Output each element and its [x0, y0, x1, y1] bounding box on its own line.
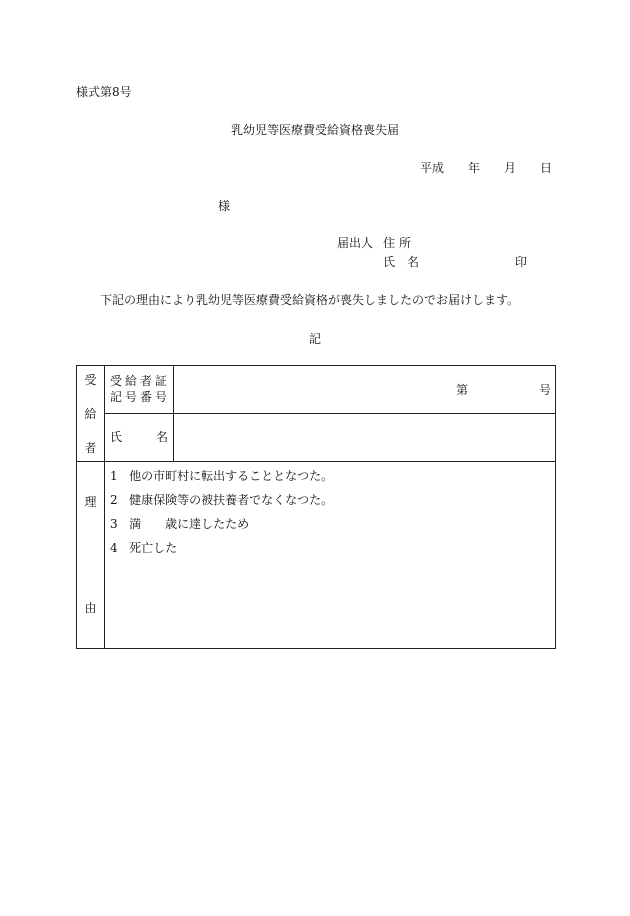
cert-label-line1: 受給者証 — [110, 374, 171, 388]
date-day-unit: 日 — [540, 161, 553, 175]
cert-dai: 第 — [456, 383, 469, 397]
table-divider — [77, 461, 556, 462]
cert-label-line2: 記号番号 — [110, 390, 171, 404]
cert-go: 号 — [539, 383, 552, 397]
table-divider — [104, 366, 105, 649]
table-divider — [104, 413, 556, 414]
date-month-unit: 月 — [504, 161, 517, 175]
address-label: 住所 — [383, 236, 416, 250]
form-table: 受 給 者 受給者証 記号番号 第 号 氏名 理 由 1 他の市町村に転出することとなつた。 2 健康保険等の被扶養者でなくなつた。 3 満 歳に達したため 4 死亡した — [76, 365, 556, 649]
applicant-label: 届出人 — [337, 236, 374, 250]
list-item: 4 死亡した — [110, 541, 178, 555]
ki-heading: 記 — [308, 332, 321, 346]
body-text: 下記の理由により乳幼児等医療費受給資格が喪失しましたのでお届けします。 — [100, 293, 520, 307]
form-title: 乳幼児等医療費受給資格喪失届 — [230, 123, 399, 137]
form-number: 様式第8号 — [76, 85, 132, 99]
date-year-unit: 年 — [468, 161, 481, 175]
seal-mark: 印 — [515, 255, 528, 269]
addressee-honorific: 様 — [218, 199, 231, 213]
list-item: 2 健康保険等の被扶養者でなくなつた。 — [110, 493, 334, 507]
date-era: 平成 — [420, 161, 445, 175]
list-item: 1 他の市町村に転出することとなつた。 — [110, 469, 334, 483]
table-divider — [173, 366, 174, 461]
applicant-name-label: 氏名 — [383, 255, 432, 269]
list-item: 3 満 歳に達したため — [110, 517, 250, 531]
recipient-name-label: 氏名 — [110, 430, 203, 444]
